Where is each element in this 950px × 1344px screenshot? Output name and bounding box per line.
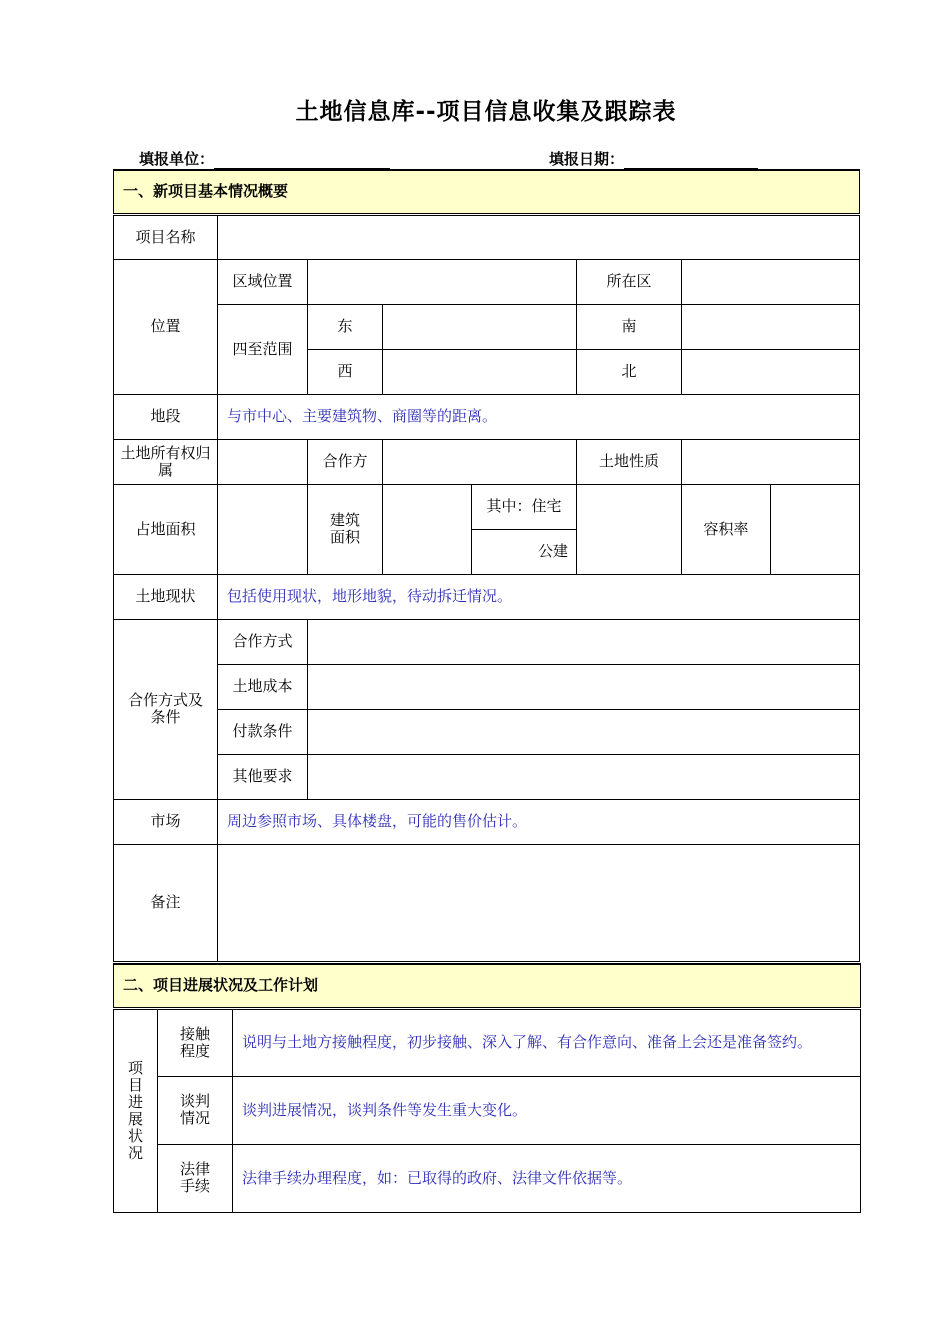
- fill-unit-field: [139, 148, 390, 169]
- fill-unit-label: 填报单位：: [139, 150, 215, 168]
- region-location-cell[interactable]: [308, 259, 577, 304]
- progress-table: [113, 963, 861, 1213]
- west-label: 西: [308, 349, 383, 394]
- district-label: 所在区: [577, 259, 682, 304]
- other-req-cell[interactable]: [308, 754, 860, 799]
- market-hint[interactable]: 周边参照市场、具体楼盘，可能的售价估计。: [218, 799, 860, 844]
- east-cell[interactable]: [383, 304, 577, 349]
- region-location-label: 区域位置: [218, 259, 308, 304]
- remarks-label: 备注: [114, 844, 218, 961]
- plot-ratio-label: 容积率: [682, 484, 771, 574]
- site-area-label: 占地面积: [114, 484, 218, 574]
- fill-date-field: [549, 148, 758, 169]
- land-nature-cell[interactable]: [682, 439, 860, 484]
- plot-ratio-cell[interactable]: [771, 484, 860, 574]
- contact-level-label: 接触程度: [158, 1008, 233, 1076]
- coop-mode-label: 合作方式: [218, 619, 308, 664]
- coop-terms-label: 合作方式及条件: [114, 619, 218, 799]
- east-label: 东: [308, 304, 383, 349]
- land-nature-label: 土地性质: [577, 439, 682, 484]
- residential-label: 其中：住宅: [472, 484, 577, 529]
- south-cell[interactable]: [682, 304, 860, 349]
- remarks-cell[interactable]: [218, 844, 860, 961]
- public-building-label: 公建: [472, 529, 577, 574]
- project-name-cell[interactable]: [218, 214, 860, 259]
- progress-status-label: 项目进展状况: [114, 1008, 158, 1212]
- site-area-cell[interactable]: [218, 484, 308, 574]
- residential-cell[interactable]: [577, 484, 682, 574]
- land-cost-label: 土地成本: [218, 664, 308, 709]
- location-label: 位置: [114, 259, 218, 394]
- legal-hint[interactable]: 法律手续办理程度，如：已取得的政府、法律文件依据等。: [233, 1144, 861, 1212]
- building-area-cell[interactable]: [383, 484, 472, 574]
- section2-header: 二、项目进展状况及工作计划: [114, 964, 861, 1008]
- project-name-label: 项目名称: [114, 214, 218, 259]
- negotiation-label: 谈判情况: [158, 1076, 233, 1144]
- payment-terms-label: 付款条件: [218, 709, 308, 754]
- basic-info-table: [113, 169, 860, 962]
- building-area-label: 建筑面积: [308, 484, 383, 574]
- lot-hint[interactable]: 与市中心、主要建筑物、商圈等的距离。: [218, 394, 860, 439]
- other-req-label: 其他要求: [218, 754, 308, 799]
- land-status-label: 土地现状: [114, 574, 218, 619]
- section1-header: 一、新项目基本情况概要: [114, 170, 860, 214]
- ownership-label: 土地所有权归属: [114, 439, 218, 484]
- district-cell[interactable]: [682, 259, 860, 304]
- lot-label: 地段: [114, 394, 218, 439]
- fill-date-label: 填报日期：: [549, 150, 625, 168]
- land-cost-cell[interactable]: [308, 664, 860, 709]
- fill-unit-input[interactable]: [214, 152, 390, 169]
- payment-terms-cell[interactable]: [308, 709, 860, 754]
- north-label: 北: [577, 349, 682, 394]
- market-label: 市场: [114, 799, 218, 844]
- fill-date-input[interactable]: [624, 152, 758, 169]
- partner-label: 合作方: [308, 439, 383, 484]
- land-status-hint[interactable]: 包括使用现状，地形地貌，待动拆迁情况。: [218, 574, 860, 619]
- south-label: 南: [577, 304, 682, 349]
- contact-level-hint[interactable]: 说明与土地方接触程度，初步接触、深入了解、有合作意向、准备上会还是准备签约。: [233, 1008, 861, 1076]
- north-cell[interactable]: [682, 349, 860, 394]
- negotiation-hint[interactable]: 谈判进展情况，谈判条件等发生重大变化。: [233, 1076, 861, 1144]
- west-cell[interactable]: [383, 349, 577, 394]
- ownership-cell[interactable]: [218, 439, 308, 484]
- boundaries-label: 四至范围: [218, 304, 308, 394]
- coop-mode-cell[interactable]: [308, 619, 860, 664]
- partner-cell[interactable]: [383, 439, 577, 484]
- page-title: 土地信息库--项目信息收集及跟踪表: [295, 99, 677, 125]
- legal-label: 法律手续: [158, 1144, 233, 1212]
